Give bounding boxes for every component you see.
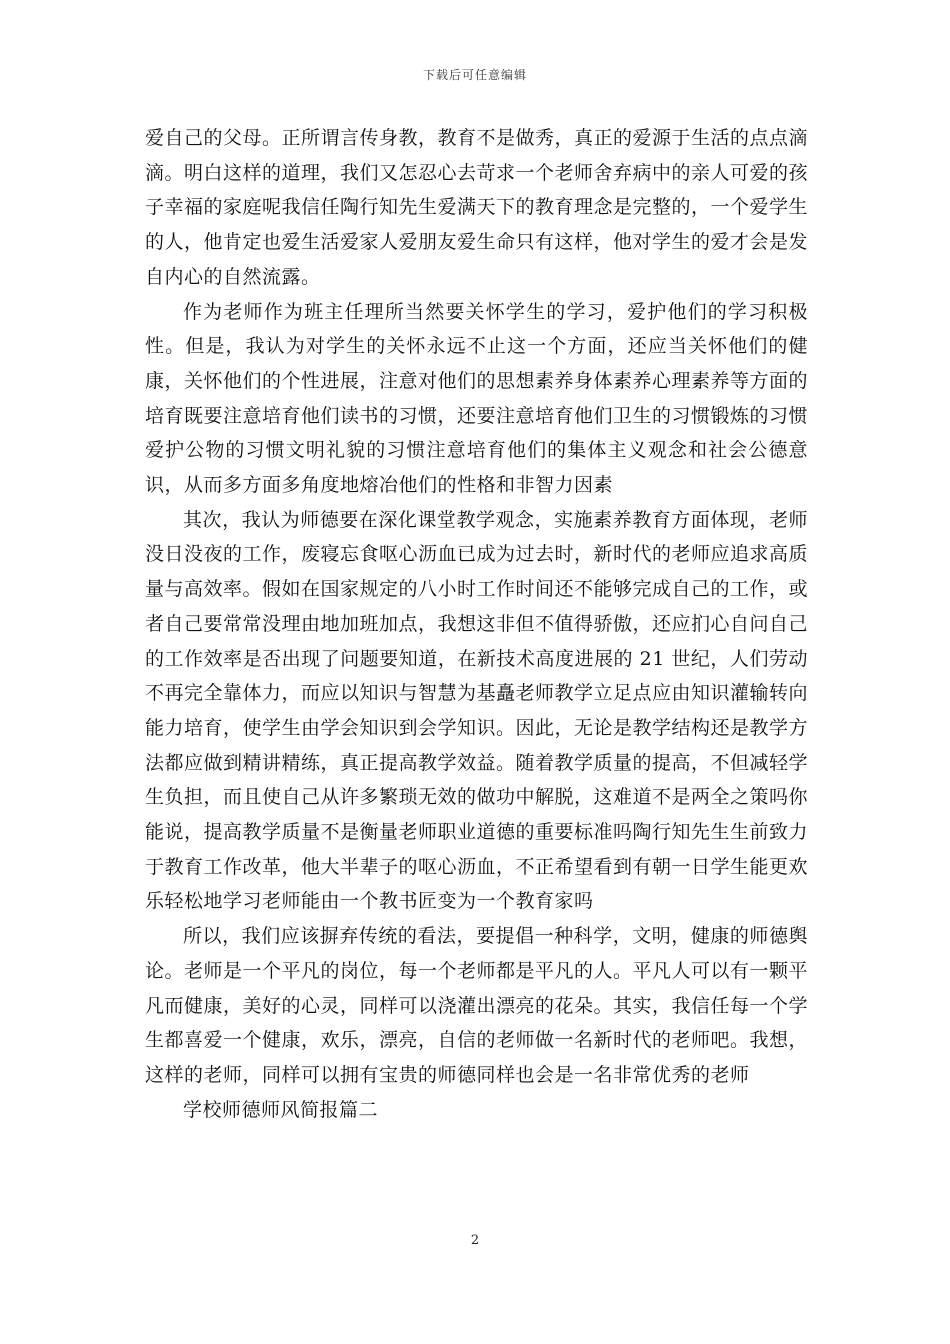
paragraph-teaching-efficiency: 其次，我认为师德要在深化课堂教学观念，实施素养教育方面体现，老师没日没夜的工作，废寝忘食呕心沥血已成为过去时，新时代的老师应追求高质量与高效率。假如在国家规定的八小时工作时间还不能够完成自己的工作，或者自己要常常没理由地加班加点，我想这非但不值得骄傲，还应扪心自问自己的工作效率是否出现了问题要知道，在新技术高度进展的 21 世纪，人们劳动不再完全靠体力，而应以知识与智慧为基矗老师教学立足点应由知识灌输转向能力培育，使学生由学会知识到会学知识。因此，无论是教学结构还是教学方法都应做到精讲精练，真正提高教学效益。随着教学质量的提高，不但减轻学生负担，而且使自己从许多繁琐无效的做功中解脱，这难道不是两全之策吗你能说，提高教学质量不是衡量老师职业道德的重要标准吗陶行知先生生前致力于教育工作改革，他大半辈子的呕心沥血，不正希望看到有朝一日学生能更欢乐轻松地学习老师能由一个教书匠变为一个教育家吗 xyxy=(145,508,809,913)
document-body xyxy=(145,121,808,1127)
section-heading: 学校师德师风简报篇二 xyxy=(183,1098,379,1121)
paragraph-continuation: 爱自己的父母。正所谓言传身教，教育不是做秀，真正的爱源于生活的点点滴滴。明白这样的道理，我们又怎忍心去苛求一个老师舍弃病中的亲人可爱的孩子幸福的家庭呢我信任陶行知先生爱满天下的教育理念是完整的，一个爱学生的人，他肯定也爱生活爱家人爱朋友爱生命只有这样，他对学生的爱才会是发自内心的自然流露。 xyxy=(145,127,809,288)
page-number: 2 xyxy=(470,1233,480,1248)
paragraph-teacher-care: 作为老师作为班主任理所当然要关怀学生的学习，爱护他们的学习积极性。但是，我认为对学生的关怀永远不止这一个方面，还应当关怀他们的健康，关怀他们的个性进展，注意对他们的思想素养身体素养心理素养等方面的培育既要注意培育他们读书的习惯，还要注意培育他们卫生的习惯锻炼的习惯爱护公物的习惯文明礼貌的习惯注意培育他们的集体主义观念和社会公德意识，从而多方面多角度地熔冶他们的性格和非智力因素 xyxy=(145,300,809,497)
paragraph-conclusion: 所以，我们应该摒弃传统的看法，要提倡一种科学，文明，健康的师德舆论。老师是一个平凡的岗位，每一个老师都是平凡的人。平凡人可以有一颗平凡而健康，美好的心灵，同样可以浇灌出漂亮的花朵。其实，我信任每一个学生都喜爱一个健康，欢乐，漂亮，自信的老师做一名新时代的老师吧。我想，这样的老师，同样可以拥有宝贵的师德同样也会是一名非常优秀的老师 xyxy=(145,925,809,1086)
page-header: 下载后可任意编辑 xyxy=(422,68,527,82)
